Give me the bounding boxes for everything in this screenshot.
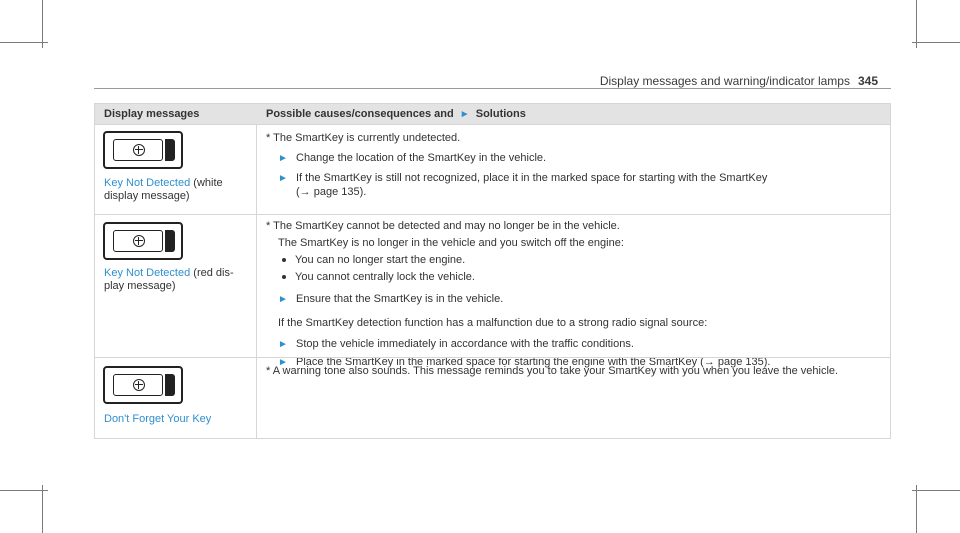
crop-mark (0, 42, 48, 43)
smartkey-icon (103, 131, 183, 169)
step-arrow-icon: ► (278, 294, 288, 305)
table-header (95, 104, 890, 124)
step-arrow-icon: ► (278, 173, 288, 184)
header-rule (94, 88, 891, 89)
message-label: Key Not Detected (white display message) (104, 177, 223, 202)
message-label: Key Not Detected (red dis- play message) (104, 267, 234, 292)
solutions-arrow-icon: ► (459, 109, 470, 120)
step-arrow-icon: ► (278, 153, 288, 164)
step-arrow-icon: ► (278, 339, 288, 350)
col1-header: Display messages (104, 108, 200, 120)
running-head-title: Display messages and warning/indicator lamps (599, 74, 850, 88)
table-row: Key Not Detected (red dis- play message) * The SmartKey cannot be detected and may no longer be in the vehicle. The SmartKey is no longer in the vehicle and you switch off the engine: You can no longer start the engine. You cannot centrally lock the vehicle. ► Ensure that the SmartKey is in the vehicle. If the SmartKey detection function has a malfunction due to a strong radio signal source: ► Stop the vehicle immediately in accordance with the traffic conditions. ► Place the SmartKey in the marked space for starting the engine with the SmartKey (→ page 135). (95, 214, 890, 357)
crop-mark (916, 485, 917, 533)
running-head (600, 74, 878, 88)
table-row: Don't Forget Your Key * A warning tone also sounds. This message reminds you to take your SmartKey with you when you leave the vehicle. (95, 357, 890, 439)
crop-mark (912, 490, 960, 491)
messages-table (94, 103, 891, 439)
step-arrow-icon: ► (278, 357, 288, 368)
crop-mark (916, 0, 917, 48)
col2-header: Possible causes/consequences and ► Solutions (266, 108, 526, 120)
smartkey-icon (103, 222, 183, 260)
page-number: 345 (857, 74, 878, 88)
message-label: Don't Forget Your Key (104, 413, 212, 425)
smartkey-icon (103, 366, 183, 404)
crop-mark (912, 42, 960, 43)
table-row: Key Not Detected (white display message) * The SmartKey is currently undetected. ► Change the location of the SmartKey in the vehicle. ► If the SmartKey is still not recognized, place it in the marked space for starting with the SmartKey (→ page 135). (95, 124, 890, 214)
crop-mark (0, 490, 48, 491)
crop-mark (42, 0, 43, 48)
crop-mark (42, 485, 43, 533)
